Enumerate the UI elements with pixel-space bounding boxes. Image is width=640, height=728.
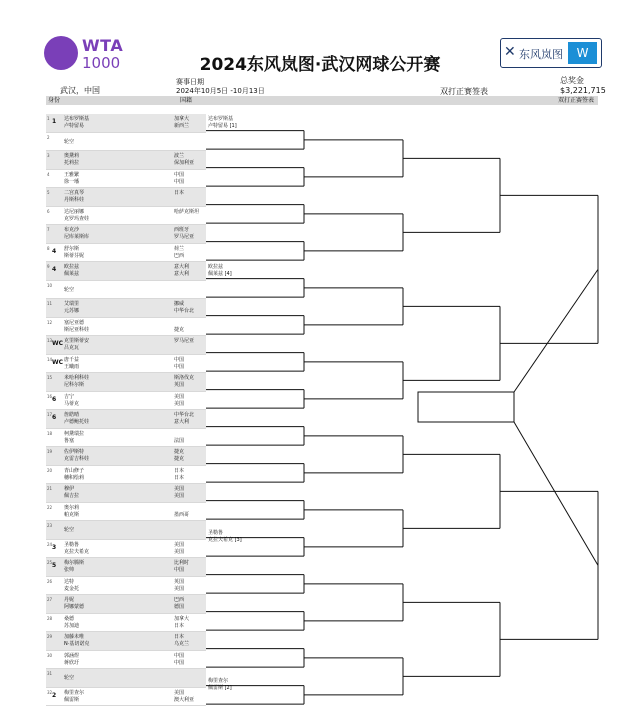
- second-round-entry: [208, 264, 232, 278]
- player-nation: 波兰: [174, 153, 185, 159]
- draw-position: 6: [47, 208, 50, 214]
- player-name: 佩莱兹: [64, 271, 80, 277]
- draw-entry-row: [46, 540, 206, 559]
- page-title: 2024东风岚图·武汉网球公开赛: [199, 55, 441, 75]
- sponsor-name: 东风岚图: [519, 48, 563, 61]
- player-nation: 澳大利亚: [174, 696, 195, 703]
- player-name: 鲁塞: [64, 437, 75, 444]
- draw-position: 8: [47, 245, 50, 251]
- player-nation: 美国: [174, 493, 185, 499]
- advancing-player-name: 卢特留易 [1]: [208, 123, 237, 129]
- seed-label: WC: [52, 358, 64, 366]
- draw-entry-row: [46, 595, 206, 614]
- advancing-player-name: 梅里查尔: [208, 678, 229, 684]
- player-name: 青山修子: [64, 467, 85, 474]
- draw-entry-row: [46, 614, 206, 633]
- player-name: 徐一璠: [64, 178, 80, 185]
- advancing-player-name: 欧拉兹: [208, 264, 224, 270]
- player-name: 卢特留易: [64, 123, 85, 129]
- draw-entry-row: [46, 632, 206, 651]
- player-name: 张帅: [64, 567, 75, 573]
- draw-position: 9: [47, 264, 50, 269]
- player-name: 丹妮: [64, 597, 75, 603]
- player-nation: 英国: [174, 382, 185, 388]
- player-name: 尼科尔斯: [64, 382, 85, 388]
- player-name: 克雷吉科娃: [64, 456, 90, 462]
- player-nation: 西班牙: [174, 227, 190, 233]
- logo-1000-text: 1000: [82, 54, 121, 72]
- advancing-player-name: 克拉夫希克 [3]: [208, 537, 242, 543]
- seed-column-header: 身份: [48, 97, 61, 104]
- seed-label: WC: [52, 340, 64, 347]
- player-nation: 乌克兰: [174, 641, 190, 647]
- player-nation: 日本: [174, 622, 185, 629]
- player-nation: 巴西: [174, 252, 185, 259]
- player-nation: 中华台北: [174, 308, 195, 314]
- second-round-entry: [208, 116, 237, 130]
- player-name: N·基切诺克: [64, 641, 90, 647]
- player-nation: 罗马尼亚: [174, 234, 195, 240]
- seed-label: 2: [52, 691, 57, 699]
- player-nation: 挪威: [174, 301, 185, 307]
- player-nation: 德国: [174, 604, 185, 610]
- first-round-list: [46, 114, 206, 706]
- draw-entry-row: [46, 151, 206, 170]
- advancing-player-name: 佩莱兹 [4]: [208, 271, 232, 277]
- player-nation: 中国: [174, 652, 185, 659]
- draw-position: 16: [47, 393, 53, 399]
- player-name: 托莉拉: [64, 160, 80, 166]
- draw-entry-row: [46, 355, 206, 374]
- seed-label: 1: [52, 118, 57, 125]
- player-nation: 日本: [174, 190, 185, 196]
- player-name: 欧拉兹: [64, 264, 80, 270]
- player-nation: 保加利亚: [174, 160, 195, 166]
- draw-position: 12: [47, 319, 53, 325]
- draw-position: 2: [47, 134, 50, 140]
- player-name: 丹斯科娃: [64, 197, 85, 203]
- draw-type: 双打正赛签表: [440, 87, 488, 96]
- draw-position: 1: [47, 116, 50, 121]
- player-nation: 捷克: [174, 456, 185, 462]
- draw-position: 31: [47, 671, 53, 676]
- draw-entry-row: [46, 466, 206, 485]
- player-name: 王曦雨: [64, 363, 80, 370]
- draw-entry-row: [46, 410, 206, 429]
- player-nation: 意大利: [174, 264, 190, 270]
- prize-label: 总奖金: [560, 76, 584, 85]
- player-nation: 比利时: [174, 560, 190, 566]
- player-nation: 美国: [174, 486, 185, 492]
- player-nation: 中国: [174, 567, 185, 573]
- player-nation: 中国: [174, 178, 185, 185]
- draw-entry-row: [46, 299, 206, 318]
- player-name: 奥黛莉: [64, 153, 80, 159]
- player-name: 穆伊: [64, 486, 75, 492]
- player-name: 阿娜蒙德: [64, 604, 85, 610]
- player-name: 佩吉拉: [64, 493, 80, 499]
- player-name: 斯尼亚科娃: [64, 326, 90, 333]
- player-name: 加藤未唯: [64, 634, 85, 640]
- player-nation: 加拿大: [174, 615, 190, 622]
- player-name: 郭涵煜: [64, 652, 80, 659]
- bye-label: 轮空: [64, 527, 75, 533]
- draw-entry-row: [46, 244, 206, 263]
- seed-label: 4: [52, 247, 57, 255]
- player-nation: 美国: [174, 541, 185, 548]
- draw-position: 15: [47, 375, 53, 380]
- player-nation: 意大利: [174, 271, 190, 277]
- player-name: 元苏娜: [64, 308, 80, 314]
- draw-position: 32: [47, 689, 53, 695]
- player-name: 二宫真琴: [64, 190, 85, 196]
- player-name: 帕克斯: [64, 511, 80, 518]
- player-nation: 斯洛伐克: [174, 375, 195, 381]
- draw-position: 28: [47, 615, 53, 621]
- seed-label: 6: [52, 414, 57, 421]
- draw-position: 22: [47, 504, 53, 510]
- player-name: 蒋欣玗: [64, 659, 80, 666]
- player-name: 达特: [64, 578, 75, 585]
- draw-position: 11: [47, 301, 53, 306]
- draw-entry-row: [46, 577, 206, 596]
- player-nation: 中国: [174, 659, 185, 666]
- draw-entry-row: [46, 225, 206, 244]
- final-box: [418, 392, 514, 422]
- player-name: 艾瑞里: [64, 301, 80, 307]
- draw-position: 18: [47, 430, 53, 436]
- player-nation: 日本: [174, 467, 185, 474]
- player-nation: 美国: [174, 400, 185, 407]
- draw-entry-row: [46, 521, 206, 540]
- player-name: 圣勒鲁: [64, 541, 80, 548]
- player-name: 米哈利科娃: [64, 375, 90, 381]
- player-name: 奥尔莉: [64, 504, 80, 511]
- draw-position: 19: [47, 449, 53, 454]
- draw-position: 27: [47, 597, 53, 602]
- player-name: 舒尔斯: [64, 245, 80, 252]
- draw-entry-row: [46, 392, 206, 411]
- player-name: 柯黛瑞拉: [64, 430, 85, 437]
- draw-entry-row: [46, 447, 206, 466]
- draw-position: 26: [47, 578, 53, 584]
- draw-position: 14: [47, 356, 53, 362]
- draw-entry-row: [46, 188, 206, 207]
- draw-position: 29: [47, 634, 53, 639]
- draw-entry-row: [46, 262, 206, 281]
- draw-position: 23: [47, 523, 53, 528]
- player-name: 穗积绘莉: [64, 474, 85, 481]
- draw-position: 3: [47, 153, 50, 158]
- draw-entry-row: [46, 114, 206, 133]
- advancing-player-name: 达布罗斯基: [208, 116, 234, 122]
- player-name: 麦金托: [64, 585, 80, 592]
- date-label: 赛事日期: [176, 78, 204, 86]
- logo-wta-text: WTA: [82, 36, 124, 55]
- tournament-badge-icon: W: [568, 42, 597, 64]
- player-nation: 美国: [174, 393, 185, 400]
- player-nation: 美国: [174, 585, 185, 592]
- player-name: 吉宁: [64, 393, 75, 400]
- player-name: 詹皓晴: [64, 412, 80, 418]
- player-name: 梅里查尔: [64, 689, 85, 696]
- seed-label: 5: [52, 562, 57, 569]
- draw-position: 24: [47, 541, 53, 547]
- bye-label: 轮空: [64, 138, 75, 145]
- seed-label: 4: [52, 266, 57, 273]
- draw-entry-row: [46, 651, 206, 670]
- player-nation: 巴西: [174, 597, 185, 603]
- draw-entry-row: [46, 336, 206, 355]
- player-name: 马蒂克: [64, 400, 80, 407]
- draw-entry-row: [46, 318, 206, 337]
- draw-position: 10: [47, 282, 53, 288]
- player-nation: 中国: [174, 356, 185, 363]
- draw-entry-row: [46, 170, 206, 189]
- draw-position: 13: [47, 338, 53, 343]
- player-nation: 英国: [174, 578, 185, 585]
- draw-position: 21: [47, 486, 53, 491]
- player-nation: 捷克: [174, 449, 185, 455]
- player-nation: 中国: [174, 171, 185, 178]
- seed-label: 6: [52, 395, 57, 403]
- player-name: 梅尔腾斯: [64, 560, 85, 566]
- draw-position: 4: [47, 171, 50, 177]
- draw-column-header: 双打正赛签表: [558, 97, 595, 104]
- draw-position: 25: [47, 560, 53, 565]
- player-name: 克里斯蒂安: [64, 338, 90, 344]
- player-name: 王雅繁: [64, 171, 80, 178]
- draw-entry-row: [46, 669, 206, 688]
- player-name: 布克沙: [64, 227, 80, 233]
- player-name: 尼库莱斯库: [64, 234, 90, 240]
- player-name: 卢德鲍托娃: [64, 419, 90, 425]
- draw-entry-row: [46, 503, 206, 522]
- voyah-icon: ✕: [504, 44, 516, 60]
- advancing-player-name: 圣勒鲁: [208, 530, 224, 536]
- player-nation: 罗马尼亚: [174, 338, 195, 344]
- player-name: 吕克瓦: [64, 345, 80, 351]
- player-name: 苏加迪: [64, 622, 80, 629]
- nation-column-header: 国籍: [180, 97, 193, 104]
- draw-entry-row: [46, 133, 206, 152]
- draw-entry-row: [46, 484, 206, 503]
- seed-label: 3: [52, 543, 57, 551]
- player-nation: 法国: [174, 437, 185, 444]
- draw-entry-row: [46, 207, 206, 226]
- prize-value: $3,221,715: [560, 86, 606, 95]
- player-name: 达尼丽娜: [64, 208, 85, 215]
- advancing-player-name: 佩雷斯 [2]: [208, 685, 232, 691]
- player-nation: 日本: [174, 634, 185, 640]
- player-name: 佐伊斯特: [64, 449, 85, 455]
- player-nation: 新西兰: [174, 123, 190, 129]
- second-round-entry: [208, 530, 242, 544]
- draw-position: 30: [47, 652, 53, 658]
- player-nation: 中国: [174, 363, 185, 370]
- player-name: 斯蒂芬妮: [64, 252, 85, 259]
- draw-entry-row: [46, 373, 206, 392]
- draw-entry-row: [46, 688, 206, 707]
- draw-position: 17: [47, 412, 53, 417]
- player-nation: 意大利: [174, 419, 190, 425]
- player-nation: 中华台北: [174, 412, 195, 418]
- draw-position: 7: [47, 227, 50, 232]
- player-nation: 美国: [174, 689, 185, 696]
- draw-position: 5: [47, 190, 50, 195]
- player-name: 达布罗斯基: [64, 116, 90, 122]
- player-nation: 墨西哥: [174, 511, 190, 518]
- second-round-entry: [208, 678, 232, 692]
- bye-label: 轮空: [64, 675, 75, 681]
- player-name: 唐千益: [64, 356, 80, 363]
- player-nation: 哈萨克斯坦: [174, 208, 200, 215]
- player-nation: 捷克: [174, 326, 185, 333]
- draw-entry-row: [46, 281, 206, 300]
- player-name: 佩雷斯: [64, 696, 80, 703]
- player-name: 桑德: [64, 615, 75, 622]
- draw-entry-row: [46, 429, 206, 448]
- player-name: 克拉夫希克: [64, 548, 90, 555]
- player-nation: 美国: [174, 548, 185, 555]
- player-nation: 加拿大: [174, 116, 190, 122]
- player-name: 塞尼亚德: [64, 319, 85, 326]
- location: 武汉，中国: [60, 86, 100, 95]
- player-nation: 日本: [174, 474, 185, 481]
- date-range: 2024年10月5日 -10月13日: [176, 87, 265, 95]
- player-name: 克罗玛查娃: [64, 215, 90, 222]
- draw-entry-row: [46, 558, 206, 577]
- bye-label: 轮空: [64, 286, 75, 293]
- player-nation: 荷兰: [174, 245, 185, 252]
- draw-position: 20: [47, 467, 53, 473]
